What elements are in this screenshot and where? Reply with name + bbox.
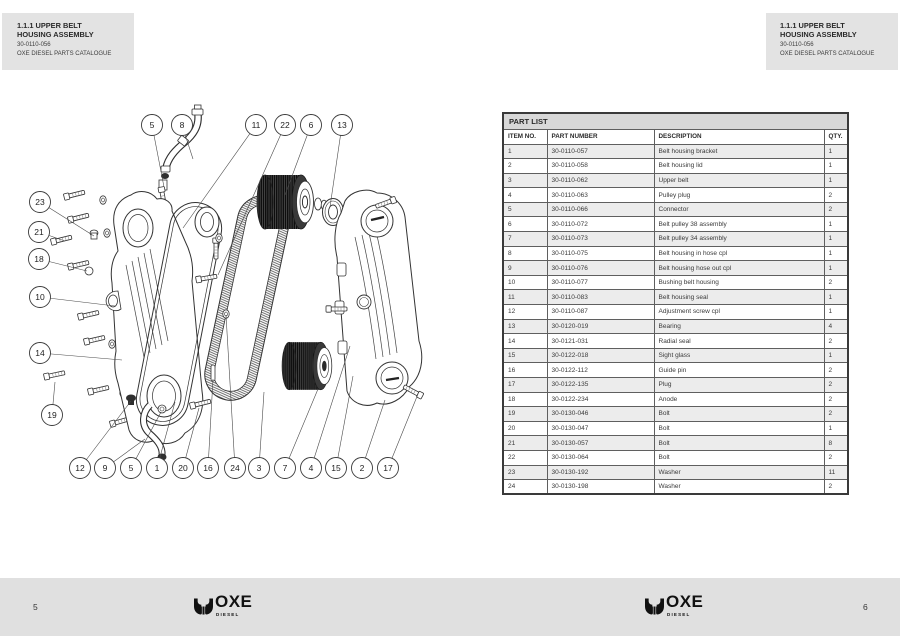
- table-cell: Anode: [654, 392, 824, 407]
- callout-balloon-10: [30, 287, 51, 308]
- col-item-no: ITEM NO.: [503, 129, 547, 144]
- callout-balloon-9: [95, 458, 116, 479]
- part-list-body: [503, 144, 848, 494]
- svg-text:5: 5: [128, 463, 134, 473]
- table-cell: Washer: [654, 480, 824, 495]
- table-cell: 1: [824, 232, 848, 247]
- callout-balloon-6: [301, 115, 322, 136]
- table-cell: 9: [503, 261, 547, 276]
- table-cell: Bolt: [654, 436, 824, 451]
- table-row: [503, 144, 848, 159]
- table-row: [503, 232, 848, 247]
- table-cell: 11: [503, 290, 547, 305]
- svg-text:14: 14: [35, 348, 45, 358]
- table-cell: 30-0130-046: [547, 407, 654, 422]
- leader-line: [285, 389, 318, 468]
- table-cell: 1: [824, 290, 848, 305]
- svg-text:15: 15: [331, 463, 341, 473]
- right-page-header-block: [766, 13, 898, 70]
- table-cell: 30-0110-075: [547, 246, 654, 261]
- table-row: [503, 202, 848, 217]
- svg-text:21: 21: [34, 227, 44, 237]
- table-row: [503, 450, 848, 465]
- table-cell: Radial seal: [654, 334, 824, 349]
- callout-balloon-11: [246, 115, 267, 136]
- svg-text:19: 19: [47, 410, 57, 420]
- oxe-logo: [645, 591, 715, 625]
- table-cell: 20: [503, 421, 547, 436]
- table-cell: 5: [503, 202, 547, 217]
- table-cell: 21: [503, 436, 547, 451]
- table-cell: 13: [503, 319, 547, 334]
- svg-text:9: 9: [102, 463, 108, 473]
- table-row: [503, 421, 848, 436]
- table-cell: 30-0110-077: [547, 275, 654, 290]
- table-cell: 1: [824, 144, 848, 159]
- leader-line: [208, 379, 213, 468]
- svg-text:12: 12: [75, 463, 85, 473]
- callout-balloon-1: [147, 458, 168, 479]
- table-cell: 2: [824, 363, 848, 378]
- table-cell: 30-0122-234: [547, 392, 654, 407]
- table-cell: 30-0121-031: [547, 334, 654, 349]
- table-cell: 2: [824, 407, 848, 422]
- bearing-drawing-top: [195, 207, 219, 237]
- table-cell: 8: [503, 246, 547, 261]
- leader-line: [330, 125, 342, 207]
- page-title-line2: HOUSING ASSEMBLY: [780, 30, 857, 39]
- part-list-title: PART LIST: [503, 113, 848, 129]
- table-cell: Bolt: [654, 407, 824, 422]
- callout-balloon-18: [29, 249, 50, 270]
- table-cell: 2: [824, 202, 848, 217]
- table-cell: Belt housing hose out cpl: [654, 261, 824, 276]
- table-row: [503, 261, 848, 276]
- table-cell: 1: [824, 159, 848, 174]
- table-cell: Adjustment screw cpl: [654, 305, 824, 320]
- table-cell: 12: [503, 305, 547, 320]
- svg-text:17: 17: [383, 463, 393, 473]
- table-cell: 1: [503, 144, 547, 159]
- table-cell: 1: [824, 305, 848, 320]
- table-cell: 18: [503, 392, 547, 407]
- assembly-part-number: 30-0110-056: [780, 42, 814, 48]
- table-cell: 2: [824, 188, 848, 203]
- table-row: [503, 290, 848, 305]
- table-cell: Upper belt: [654, 173, 824, 188]
- table-cell: 2: [824, 378, 848, 393]
- table-cell: 1: [824, 348, 848, 363]
- table-cell: 1: [824, 421, 848, 436]
- table-cell: Belt housing in hose cpl: [654, 246, 824, 261]
- belt-housing-bracket-drawing: [106, 192, 203, 444]
- table-cell: Belt housing seal: [654, 290, 824, 305]
- table-row: [503, 334, 848, 349]
- table-row: [503, 217, 848, 232]
- table-cell: 30-0110-066: [547, 202, 654, 217]
- table-cell: 30-0130-192: [547, 465, 654, 480]
- callout-balloon-5: [142, 115, 163, 136]
- table-cell: Belt housing bracket: [654, 144, 824, 159]
- table-cell: Washer: [654, 465, 824, 480]
- table-row: [503, 188, 848, 203]
- table-cell: 30-0110-076: [547, 261, 654, 276]
- table-cell: 2: [824, 450, 848, 465]
- table-cell: 24: [503, 480, 547, 495]
- col-qty: QTY.: [824, 129, 848, 144]
- table-cell: 30-0130-057: [547, 436, 654, 451]
- callout-balloon-19: [42, 405, 63, 426]
- table-cell: 19: [503, 407, 547, 422]
- leader-line: [40, 353, 122, 360]
- table-cell: Bolt: [654, 421, 824, 436]
- table-row: [503, 348, 848, 363]
- callout-balloon-17: [378, 458, 399, 479]
- logo-sub-text: DIESEL: [216, 612, 240, 617]
- table-cell: 30-0122-018: [547, 348, 654, 363]
- svg-text:22: 22: [280, 120, 290, 130]
- table-row: [503, 480, 848, 495]
- table-row: [503, 378, 848, 393]
- table-cell: 23: [503, 465, 547, 480]
- callout-balloon-24: [225, 458, 246, 479]
- table-cell: 30-0110-083: [547, 290, 654, 305]
- callout-balloon-3: [249, 458, 270, 479]
- callout-balloon-4: [301, 458, 322, 479]
- table-cell: 17: [503, 378, 547, 393]
- col-description: DESCRIPTION: [654, 129, 824, 144]
- table-cell: 1: [824, 261, 848, 276]
- leader-line: [336, 376, 353, 468]
- svg-text:4: 4: [308, 463, 314, 473]
- table-row: [503, 363, 848, 378]
- table-row: [503, 305, 848, 320]
- table-cell: 30-0110-063: [547, 188, 654, 203]
- catalogue-name: OXE DIESEL PARTS CATALOGUE: [17, 51, 112, 57]
- callout-balloon-5: [121, 458, 142, 479]
- table-cell: 30-0110-058: [547, 159, 654, 174]
- page-title-line1: 1.1.1 UPPER BELT: [780, 21, 845, 30]
- callout-balloon-7: [275, 458, 296, 479]
- svg-text:5: 5: [149, 120, 155, 130]
- table-cell: 6: [503, 217, 547, 232]
- callout-balloon-13: [332, 115, 353, 136]
- table-row: [503, 159, 848, 174]
- page-number-right: 6: [863, 602, 868, 612]
- table-cell: 22: [503, 450, 547, 465]
- col-part-number: PART NUMBER: [547, 129, 654, 144]
- callout-balloon-23: [30, 192, 51, 213]
- table-row: [503, 436, 848, 451]
- table-cell: 2: [824, 392, 848, 407]
- table-cell: Sight glass: [654, 348, 824, 363]
- table-cell: 1: [824, 217, 848, 232]
- table-cell: 30-0130-198: [547, 480, 654, 495]
- table-cell: 30-0110-073: [547, 232, 654, 247]
- svg-text:2: 2: [359, 463, 365, 473]
- table-cell: 15: [503, 348, 547, 363]
- svg-text:8: 8: [179, 120, 185, 130]
- table-cell: Connector: [654, 202, 824, 217]
- table-cell: 30-0110-062: [547, 173, 654, 188]
- table-cell: 30-0110-072: [547, 217, 654, 232]
- table-cell: 16: [503, 363, 547, 378]
- table-cell: 3: [503, 173, 547, 188]
- table-cell: 14: [503, 334, 547, 349]
- table-cell: Belt pulley 34 assembly: [654, 232, 824, 247]
- callout-balloon-22: [275, 115, 296, 136]
- table-row: [503, 319, 848, 334]
- catalogue-name: OXE DIESEL PARTS CATALOGUE: [780, 51, 875, 57]
- page-title-line1: 1.1.1 UPPER BELT: [17, 21, 82, 30]
- table-cell: 30-0120-019: [547, 319, 654, 334]
- part-list-header-row: [503, 129, 848, 144]
- table-cell: 4: [824, 319, 848, 334]
- callout-balloon-15: [326, 458, 347, 479]
- table-cell: 10: [503, 275, 547, 290]
- callout-balloon-8: [172, 115, 193, 136]
- svg-text:7: 7: [282, 463, 288, 473]
- oxe-logo: [194, 591, 264, 625]
- logo-brand-text: OXE: [666, 592, 704, 611]
- table-cell: 4: [503, 188, 547, 203]
- callout-balloon-20: [173, 458, 194, 479]
- table-row: [503, 407, 848, 422]
- belt-housing-lid-drawing: [335, 190, 422, 405]
- table-cell: 2: [503, 159, 547, 174]
- part-list-title-row: [503, 113, 848, 129]
- table-cell: 2: [824, 275, 848, 290]
- svg-text:16: 16: [203, 463, 213, 473]
- oxe-bull-icon: [194, 594, 213, 619]
- callout-balloon-14: [30, 343, 51, 364]
- table-cell: 2: [824, 334, 848, 349]
- exploded-diagram: [15, 95, 470, 490]
- leader-line: [388, 394, 418, 468]
- table-cell: 30-0122-135: [547, 378, 654, 393]
- table-cell: 1: [824, 173, 848, 188]
- table-cell: 1: [824, 246, 848, 261]
- callout-balloon-21: [29, 222, 50, 243]
- svg-text:24: 24: [230, 463, 240, 473]
- svg-text:13: 13: [337, 120, 347, 130]
- table-row: [503, 465, 848, 480]
- leader-line: [40, 297, 115, 306]
- svg-text:1: 1: [154, 463, 160, 473]
- leader-line: [259, 392, 264, 468]
- assembly-part-number: 30-0110-056: [17, 42, 51, 48]
- table-cell: Belt pulley 38 assembly: [654, 217, 824, 232]
- callout-balloon-16: [198, 458, 219, 479]
- svg-text:10: 10: [35, 292, 45, 302]
- table-cell: 8: [824, 436, 848, 451]
- svg-text:11: 11: [251, 120, 261, 130]
- table-cell: 30-0110-057: [547, 144, 654, 159]
- table-cell: 30-0122-112: [547, 363, 654, 378]
- table-cell: Plug: [654, 378, 824, 393]
- table-cell: Bearing: [654, 319, 824, 334]
- svg-text:18: 18: [34, 254, 44, 264]
- table-cell: Guide pin: [654, 363, 824, 378]
- logo-brand-text: OXE: [215, 592, 253, 611]
- table-cell: Belt housing lid: [654, 159, 824, 174]
- callout-balloon-12: [70, 458, 91, 479]
- table-cell: 2: [824, 480, 848, 495]
- table-cell: 11: [824, 465, 848, 480]
- svg-text:6: 6: [308, 120, 314, 130]
- oxe-bull-icon: [645, 594, 664, 619]
- svg-text:3: 3: [256, 463, 262, 473]
- table-cell: 30-0130-047: [547, 421, 654, 436]
- left-page-header-block: [2, 13, 134, 70]
- logo-sub-text: DIESEL: [667, 612, 691, 617]
- part-list-table: [502, 112, 849, 495]
- svg-text:20: 20: [178, 463, 188, 473]
- table-cell: Bushing belt housing: [654, 275, 824, 290]
- table-cell: 30-0130-064: [547, 450, 654, 465]
- table-row: [503, 275, 848, 290]
- table-row: [503, 173, 848, 188]
- footer-band: [0, 578, 900, 636]
- table-cell: 7: [503, 232, 547, 247]
- table-cell: Pulley plug: [654, 188, 824, 203]
- table-row: [503, 246, 848, 261]
- table-cell: 30-0110-087: [547, 305, 654, 320]
- callout-balloon-2: [352, 458, 373, 479]
- table-row: [503, 392, 848, 407]
- table-cell: Bolt: [654, 450, 824, 465]
- page-title-line2: HOUSING ASSEMBLY: [17, 30, 94, 39]
- page-number-left: 5: [33, 602, 38, 612]
- svg-text:23: 23: [35, 197, 45, 207]
